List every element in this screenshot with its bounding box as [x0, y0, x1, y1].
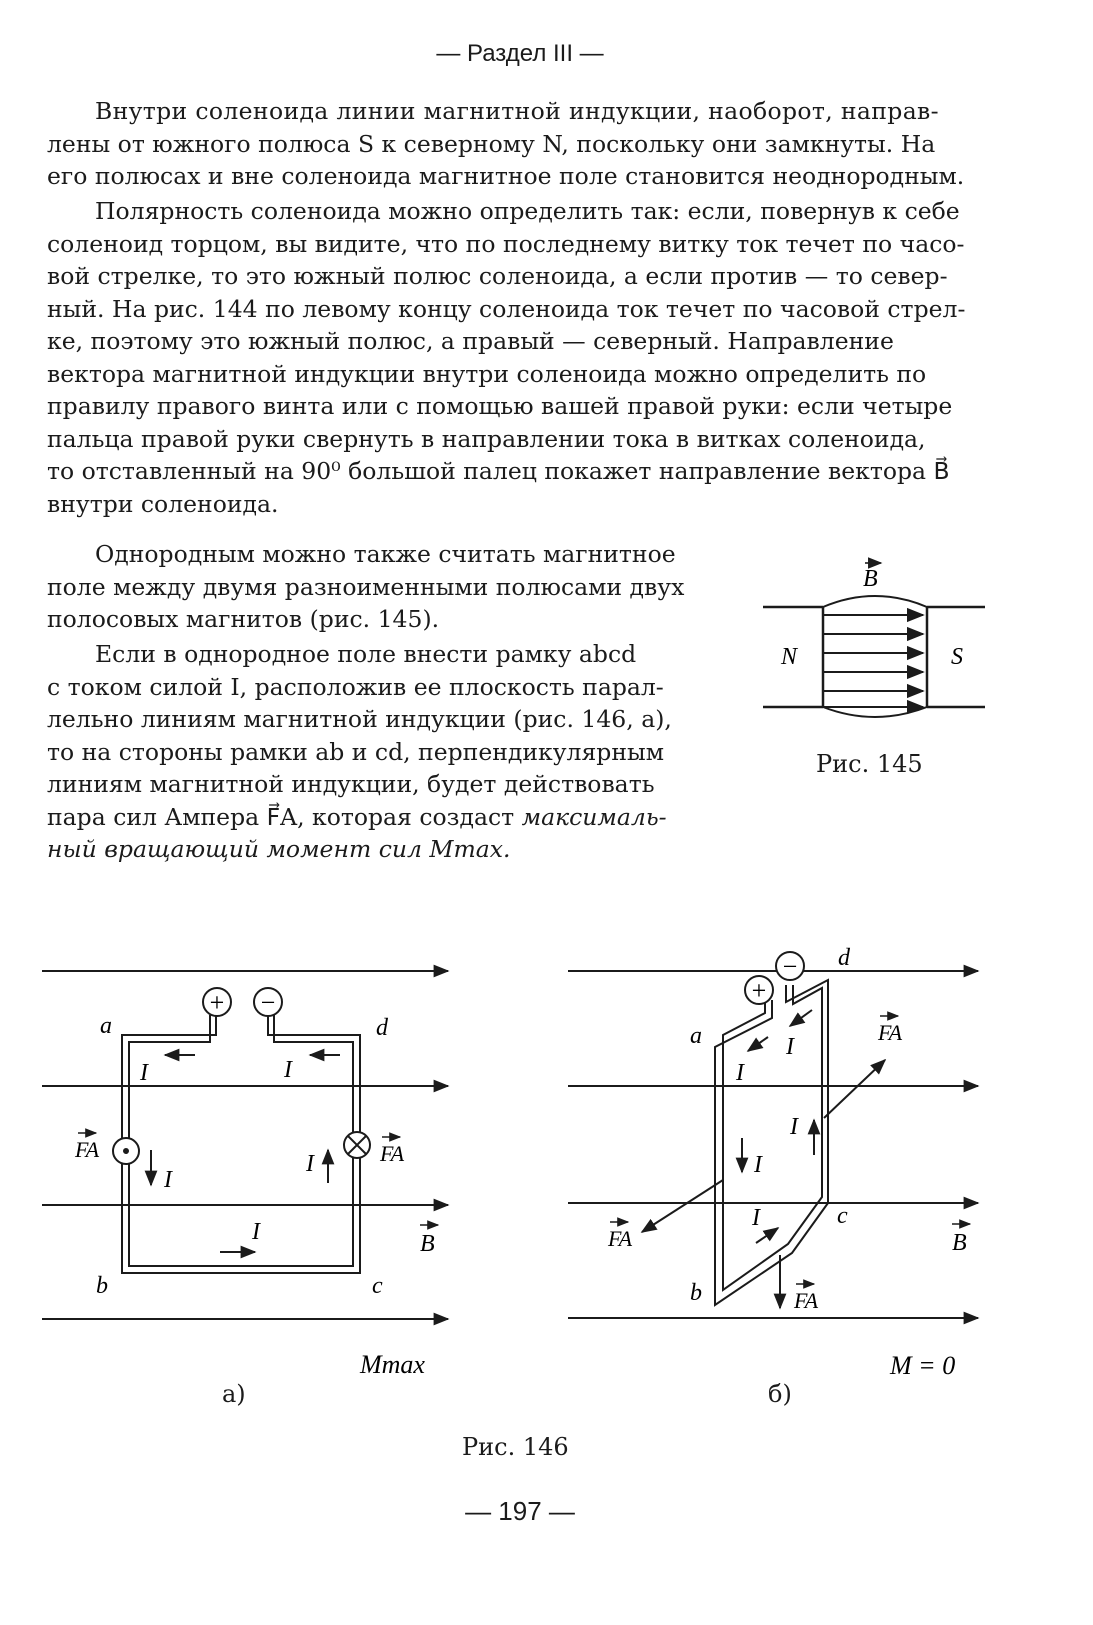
p4-line-1: Если в однородное поле внести рамку abcd	[95, 640, 637, 668]
p4-line-2: с током силой I, расположив ее плоскость парал-	[47, 672, 664, 701]
fig146a-corner-b: b	[96, 1273, 108, 1299]
page-number: — 197 —	[465, 1496, 575, 1526]
fig146a-force-right: FA	[380, 1141, 405, 1166]
p4-line-5: линиям магнитной индукции, будет действовать	[47, 770, 655, 798]
p3-line-2: поле между двумя разноименными полюсами двух	[47, 572, 685, 601]
fig146a-current-2: I	[284, 1057, 292, 1083]
fig146b-current-2: I	[736, 1060, 744, 1086]
paragraph-1	[47, 95, 1005, 193]
fig146b-corner-c: c	[837, 1203, 848, 1229]
fig-145-diagram	[755, 550, 1025, 730]
fig146b-moment: M = 0	[890, 1351, 956, 1380]
fig146a-field-B: B	[420, 1231, 435, 1257]
fig146a-corner-c: c	[372, 1273, 383, 1299]
fig146b-minus: −	[782, 952, 798, 981]
fig145-label-N: N	[781, 644, 798, 670]
page-header: — Раздел III —	[436, 40, 604, 67]
fig146b-corner-d: d	[838, 945, 850, 971]
fig146a-current-5: I	[252, 1219, 260, 1245]
fig-146a-label: а)	[222, 1380, 246, 1408]
p4-line-3: лельно линиям магнитной индукции (рис. 146, а),	[47, 705, 672, 733]
fig146a-moment: Mmax	[360, 1350, 425, 1379]
fig146a-force-left: FA	[75, 1137, 100, 1162]
fig146b-current-4: I	[754, 1152, 762, 1178]
p2-line-1: Полярность соленоида можно определить так: если, повернув к себе	[95, 197, 960, 225]
fig146a-current-1: I	[140, 1060, 148, 1086]
p4-line-6-italic: максималь-	[521, 802, 667, 831]
fig146b-current-3: I	[790, 1114, 798, 1140]
fig145-label-B: B	[863, 566, 878, 592]
fig146b-plus: +	[751, 976, 767, 1005]
fig146a-corner-a: a	[100, 1013, 112, 1039]
paragraph-4	[47, 638, 717, 866]
p2-line-6: вектора магнитной индукции внутри соленоида можно определить по	[47, 359, 927, 388]
fig146b-field-B: B	[952, 1230, 967, 1256]
p2-line-9: то отставленный на 90⁰ большой палец покажет направление вектора B⃗	[47, 457, 950, 485]
fig-146a-diagram	[30, 955, 460, 1385]
fig-145-caption: Рис. 145	[816, 750, 923, 778]
fig146a-minus: −	[260, 988, 276, 1017]
p4-line-7: ный вращающий момент сил Mmax.	[47, 835, 511, 863]
fig146b-current-1: I	[786, 1034, 794, 1060]
fig146a-corner-d: d	[376, 1015, 388, 1041]
fig146a-current-4: I	[306, 1151, 314, 1177]
fig146b-force-top: FA	[878, 1020, 903, 1045]
p1-line-3: его полюсах и вне соленоида магнитное поле становится неоднородным.	[47, 162, 965, 190]
fig-146b-label: б)	[768, 1380, 792, 1408]
p1-line-1: Внутри соленоида линии магнитной индукции, наоборот, направ-	[95, 97, 939, 125]
p2-line-4: ный. На рис. 144 по левому концу соленоида ток течет по часовой стрел-	[47, 294, 966, 323]
p2-line-7: правилу правого винта или с помощью вашей правой руки: если четыре	[47, 392, 953, 420]
fig146b-corner-b: b	[690, 1280, 702, 1306]
fig-146b-diagram	[560, 940, 990, 1385]
p4-line-6	[47, 801, 717, 834]
fig146a-current-3: I	[164, 1167, 172, 1193]
p2-line-10: внутри соленоида.	[47, 489, 279, 518]
p3-line-3: полосовых магнитов (рис. 145).	[47, 605, 440, 633]
paragraph-2	[47, 195, 1005, 520]
p2-line-3: вой стрелке, то это южный полюс соленоида, а если против — то север-	[47, 262, 948, 290]
fig146b-current-5: I	[752, 1205, 760, 1231]
fig-146-caption: Рис. 146	[462, 1433, 569, 1461]
fig146b-force-left: FA	[608, 1226, 633, 1251]
p4-line-4: то на стороны рамки ab и cd, перпендикулярным	[47, 737, 664, 766]
paragraph-3	[47, 538, 717, 636]
fig146b-force-bottom: FA	[794, 1288, 819, 1313]
p1-line-2: лены от южного полюса S к северному N, поскольку они замкнуты. На	[47, 129, 936, 158]
p4-line-6-text: пара сил Ампера F⃗A, которая создаст	[47, 802, 515, 831]
p3-line-1: Однородным можно также считать магнитное	[95, 540, 676, 568]
fig145-label-S: S	[951, 644, 963, 670]
p2-line-2: соленоид торцом, вы видите, что по последнему витку ток течет по часо-	[47, 229, 965, 258]
fig146a-plus: +	[209, 988, 225, 1017]
fig146b-corner-a: a	[690, 1023, 702, 1049]
p2-line-5: ке, поэтому это южный полюс, а правый — северный. Направление	[47, 327, 894, 355]
p2-line-8: пальца правой руки свернуть в направлении тока в витках соленоида,	[47, 424, 926, 453]
